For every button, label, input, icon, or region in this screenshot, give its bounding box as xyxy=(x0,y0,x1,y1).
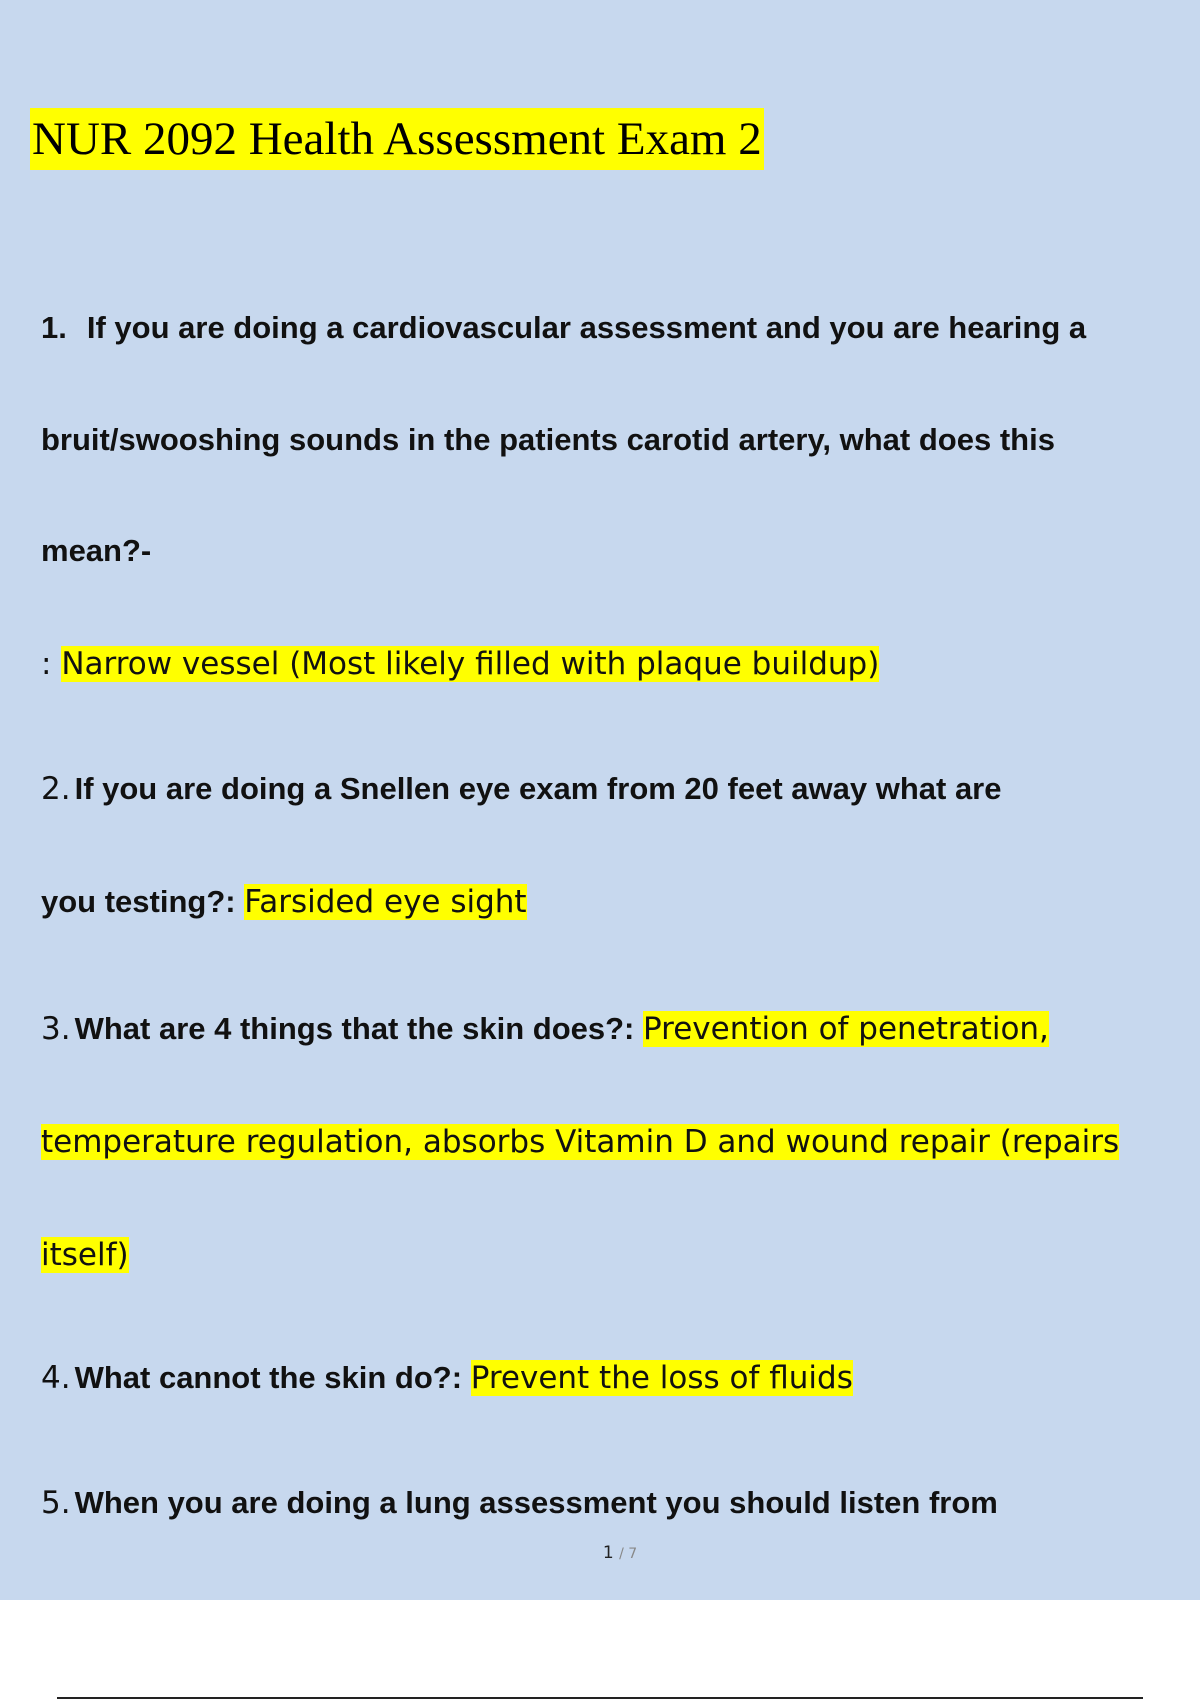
page-divider xyxy=(57,1697,1143,1699)
question-2-text: If you are doing a Snellen eye exam from 20 feet away what are xyxy=(74,771,1002,806)
answer-3-line-3 xyxy=(41,1235,129,1275)
question-5-text: When you are doing a lung assessment you should listen from xyxy=(74,1485,998,1520)
question-3-line-1 xyxy=(41,1009,1049,1049)
question-1-text: If you are doing a cardiovascular assessment and you are hearing a xyxy=(86,310,1087,345)
question-1-text-cont: bruit/swooshing sounds in the patients carotid artery, what does this xyxy=(41,422,1055,457)
question-2-line-2 xyxy=(41,882,527,922)
question-5-number: 5. xyxy=(41,1485,71,1521)
question-5-line xyxy=(41,1483,998,1523)
question-1-number: 1. xyxy=(41,310,67,345)
answer-2: Farsided eye sight xyxy=(244,884,527,920)
question-3-text: What are 4 things that the skin does?: xyxy=(74,1011,643,1046)
question-2-number: 2. xyxy=(41,771,71,807)
current-page-number: 1 xyxy=(602,1543,614,1563)
question-1-text-end: mean?- xyxy=(41,533,152,568)
question-4-number: 4. xyxy=(41,1360,71,1396)
answer-1-line xyxy=(41,644,879,684)
answer-3-line-2 xyxy=(41,1122,1119,1162)
question-2-line-1 xyxy=(41,769,1002,809)
question-3-number: 3. xyxy=(41,1011,71,1047)
question-4-text: What cannot the skin do?: xyxy=(74,1360,471,1395)
question-1-line-3 xyxy=(41,531,151,571)
page-indicator xyxy=(0,1543,1200,1563)
total-pages: / 7 xyxy=(619,1546,638,1562)
question-1-line-1 xyxy=(41,308,1086,348)
answer-1: Narrow vessel (Most likely filled with plaque buildup) xyxy=(61,646,880,682)
answer-3-part-1: Prevention of penetration, xyxy=(642,1011,1049,1047)
question-4-line xyxy=(41,1358,853,1398)
answer-3-part-2: temperature regulation, absorbs Vitamin D and wound repair (repairs xyxy=(41,1124,1120,1160)
question-1-line-2 xyxy=(41,420,1055,460)
answer-4: Prevent the loss of fluids xyxy=(470,1360,853,1396)
document-title: NUR 2092 Health Assessment Exam 2 xyxy=(30,108,764,170)
answer-1-prefix: : xyxy=(41,646,62,682)
answer-3-part-3: itself) xyxy=(41,1237,129,1273)
question-2-text-cont: you testing?: xyxy=(41,884,245,919)
